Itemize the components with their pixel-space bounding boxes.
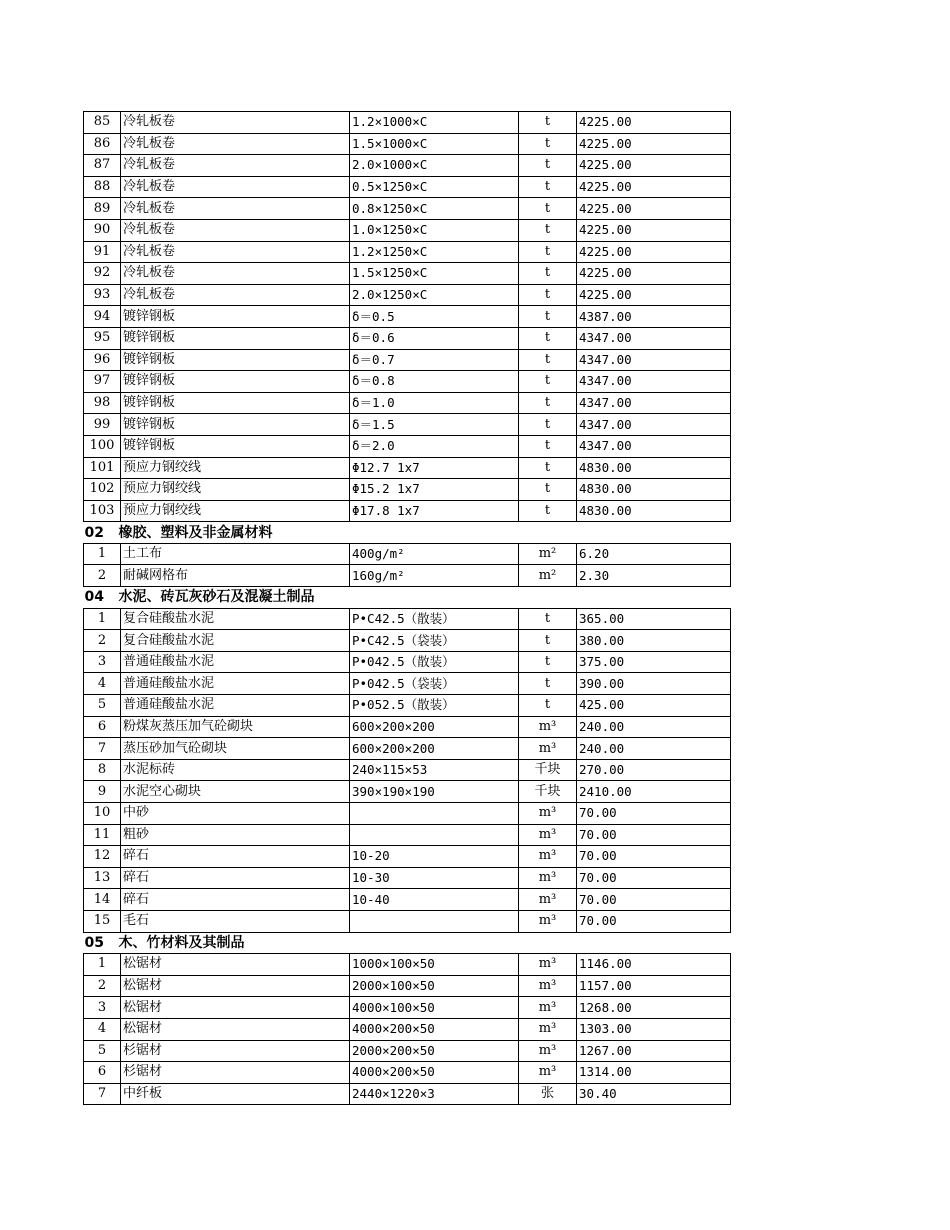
table-row (84, 414, 731, 436)
table-row (84, 284, 731, 306)
cell-unit: m² (519, 565, 577, 587)
cell-price: 1157.00 (577, 975, 731, 997)
cell-no: 13 (84, 867, 121, 889)
cell-no: 3 (84, 997, 121, 1019)
cell-name: 耐碱网格布 (121, 565, 350, 587)
cell-unit: t (519, 500, 577, 522)
cell-no: 2 (84, 565, 121, 587)
cell-spec: δ＝0.7 (350, 349, 519, 371)
cell-no: 4 (84, 673, 121, 695)
cell-price: 4347.00 (577, 435, 731, 457)
table-row (84, 651, 731, 673)
table-row (84, 155, 731, 177)
cell-price: 70.00 (577, 846, 731, 868)
cell-no: 92 (84, 263, 121, 285)
cell-spec: 4000×100×50 (350, 997, 519, 1019)
cell-name: 中砂 (121, 803, 350, 825)
cell-no: 103 (84, 500, 121, 522)
cell-name: 普通硅酸盐水泥 (121, 695, 350, 717)
cell-price: 4347.00 (577, 327, 731, 349)
cell-unit: t (519, 241, 577, 263)
cell-spec: δ＝0.5 (350, 306, 519, 328)
cell-spec: 1.2×1250×C (350, 241, 519, 263)
cell-price: 4225.00 (577, 176, 731, 198)
cell-name: 蒸压砂加气砼砌块 (121, 738, 350, 760)
cell-name: 镀锌钢板 (121, 306, 350, 328)
cell-name: 杉锯材 (121, 1062, 350, 1084)
cell-price: 4225.00 (577, 133, 731, 155)
cell-name: 水泥空心砌块 (121, 781, 350, 803)
table-row (84, 198, 731, 220)
cell-name: 普通硅酸盐水泥 (121, 651, 350, 673)
cell-unit: 张 (519, 1083, 577, 1105)
cell-no: 9 (84, 781, 121, 803)
cell-no: 12 (84, 846, 121, 868)
cell-price: 390.00 (577, 673, 731, 695)
cell-unit: m³ (519, 1018, 577, 1040)
cell-no: 15 (84, 910, 121, 932)
table-row (84, 695, 731, 717)
cell-spec: 10-20 (350, 846, 519, 868)
cell-spec: 0.5×1250×C (350, 176, 519, 198)
cell-spec: 1.0×1250×C (350, 219, 519, 241)
cell-no: 1 (84, 608, 121, 630)
section-title: 水泥、砖瓦灰砂石及混凝土制品 (118, 589, 315, 606)
cell-price: 1267.00 (577, 1040, 731, 1062)
table-row (84, 263, 731, 285)
table-row (84, 673, 731, 695)
cell-no: 88 (84, 176, 121, 198)
cell-unit: t (519, 457, 577, 479)
cell-spec: 0.8×1250×C (350, 198, 519, 220)
cell-name: 粗砂 (121, 824, 350, 846)
cell-spec: 1000×100×50 (350, 954, 519, 976)
section-header-cell (84, 587, 731, 609)
cell-no: 1 (84, 543, 121, 565)
table-row (84, 371, 731, 393)
cell-unit: m³ (519, 867, 577, 889)
cell-price: 375.00 (577, 651, 731, 673)
cell-unit: t (519, 630, 577, 652)
cell-name: 镀锌钢板 (121, 327, 350, 349)
cell-no: 10 (84, 803, 121, 825)
material-price-table (83, 111, 731, 1105)
cell-no: 86 (84, 133, 121, 155)
cell-name: 预应力钢绞线 (121, 500, 350, 522)
cell-name: 冷轧板卷 (121, 133, 350, 155)
section-code: 02 (84, 524, 104, 541)
cell-unit: m³ (519, 1040, 577, 1062)
cell-no: 96 (84, 349, 121, 371)
cell-unit: m³ (519, 910, 577, 932)
cell-spec (350, 824, 519, 846)
cell-name: 镀锌钢板 (121, 349, 350, 371)
table-row (84, 867, 731, 889)
cell-price: 4225.00 (577, 219, 731, 241)
cell-spec: 4000×200×50 (350, 1018, 519, 1040)
table-row (84, 133, 731, 155)
cell-unit: m³ (519, 954, 577, 976)
cell-no: 1 (84, 954, 121, 976)
cell-unit: t (519, 479, 577, 501)
section-header-row (84, 932, 731, 954)
cell-unit: m³ (519, 803, 577, 825)
cell-price: 30.40 (577, 1083, 731, 1105)
cell-unit: t (519, 608, 577, 630)
cell-price: 4225.00 (577, 198, 731, 220)
cell-price: 70.00 (577, 867, 731, 889)
table-row (84, 392, 731, 414)
cell-unit: t (519, 112, 577, 134)
cell-price: 425.00 (577, 695, 731, 717)
cell-price: 380.00 (577, 630, 731, 652)
cell-no: 95 (84, 327, 121, 349)
cell-name: 碎石 (121, 846, 350, 868)
cell-unit: t (519, 349, 577, 371)
cell-name: 碎石 (121, 867, 350, 889)
cell-unit: t (519, 414, 577, 436)
cell-price: 1268.00 (577, 997, 731, 1019)
cell-spec: 4000×200×50 (350, 1062, 519, 1084)
cell-no: 93 (84, 284, 121, 306)
cell-no: 6 (84, 716, 121, 738)
section-code: 04 (84, 589, 104, 606)
cell-price: 1146.00 (577, 954, 731, 976)
cell-name: 镀锌钢板 (121, 414, 350, 436)
cell-spec: δ＝0.8 (350, 371, 519, 393)
cell-price: 4387.00 (577, 306, 731, 328)
section-header-row (84, 522, 731, 544)
cell-price: 270.00 (577, 759, 731, 781)
cell-price: 4347.00 (577, 371, 731, 393)
cell-no: 5 (84, 1040, 121, 1062)
cell-no: 100 (84, 435, 121, 457)
cell-unit: t (519, 435, 577, 457)
cell-unit: m³ (519, 716, 577, 738)
cell-unit: m³ (519, 738, 577, 760)
cell-no: 7 (84, 738, 121, 760)
cell-spec: 400g/m² (350, 543, 519, 565)
table-row (84, 1040, 731, 1062)
cell-name: 土工布 (121, 543, 350, 565)
cell-price: 240.00 (577, 738, 731, 760)
cell-price: 1303.00 (577, 1018, 731, 1040)
cell-no: 11 (84, 824, 121, 846)
cell-price: 4830.00 (577, 457, 731, 479)
cell-spec: P•042.5（散装） (350, 651, 519, 673)
table-row (84, 608, 731, 630)
table-row (84, 889, 731, 911)
table-row (84, 500, 731, 522)
cell-no: 7 (84, 1083, 121, 1105)
cell-no: 3 (84, 651, 121, 673)
cell-no: 102 (84, 479, 121, 501)
table-row (84, 349, 731, 371)
cell-spec: 2440×1220×3 (350, 1083, 519, 1105)
cell-spec: 1.5×1250×C (350, 263, 519, 285)
table-row (84, 435, 731, 457)
table-row (84, 975, 731, 997)
cell-unit: t (519, 392, 577, 414)
cell-no: 99 (84, 414, 121, 436)
table-row (84, 176, 731, 198)
cell-unit: m² (519, 543, 577, 565)
table-row (84, 112, 731, 134)
cell-unit: m³ (519, 824, 577, 846)
cell-spec: P•052.5（散装） (350, 695, 519, 717)
cell-name: 普通硅酸盐水泥 (121, 673, 350, 695)
cell-name: 松锯材 (121, 997, 350, 1019)
table-row (84, 457, 731, 479)
cell-price: 4225.00 (577, 263, 731, 285)
cell-name: 镀锌钢板 (121, 371, 350, 393)
cell-spec: Φ17.8 1x7 (350, 500, 519, 522)
cell-name: 杉锯材 (121, 1040, 350, 1062)
cell-spec: 2.0×1250×C (350, 284, 519, 306)
cell-name: 冷轧板卷 (121, 198, 350, 220)
cell-price: 1314.00 (577, 1062, 731, 1084)
cell-name: 冷轧板卷 (121, 219, 350, 241)
cell-name: 松锯材 (121, 954, 350, 976)
cell-spec: δ＝1.0 (350, 392, 519, 414)
cell-spec: Φ15.2 1x7 (350, 479, 519, 501)
table-row (84, 219, 731, 241)
cell-spec: Φ12.7 1x7 (350, 457, 519, 479)
cell-name: 复合硅酸盐水泥 (121, 608, 350, 630)
cell-name: 松锯材 (121, 975, 350, 997)
price-list-sheet (83, 111, 730, 1105)
cell-unit: m³ (519, 889, 577, 911)
cell-price: 4225.00 (577, 112, 731, 134)
cell-spec: 10-40 (350, 889, 519, 911)
cell-unit: t (519, 306, 577, 328)
table-row (84, 630, 731, 652)
cell-unit: t (519, 284, 577, 306)
cell-spec: δ＝0.6 (350, 327, 519, 349)
cell-spec: 160g/m² (350, 565, 519, 587)
cell-unit: t (519, 673, 577, 695)
cell-spec (350, 803, 519, 825)
table-row (84, 565, 731, 587)
cell-unit: t (519, 133, 577, 155)
section-header-cell (84, 932, 731, 954)
cell-spec: 2000×200×50 (350, 1040, 519, 1062)
cell-price: 4225.00 (577, 241, 731, 263)
table-row (84, 1018, 731, 1040)
cell-name: 冷轧板卷 (121, 241, 350, 263)
cell-no: 85 (84, 112, 121, 134)
table-row (84, 954, 731, 976)
cell-unit: t (519, 371, 577, 393)
cell-spec: P•042.5（袋装） (350, 673, 519, 695)
cell-spec: 1.5×1000×C (350, 133, 519, 155)
cell-unit: t (519, 263, 577, 285)
table-row (84, 327, 731, 349)
cell-unit: t (519, 198, 577, 220)
section-code: 05 (84, 934, 104, 951)
cell-name: 镀锌钢板 (121, 435, 350, 457)
table-row (84, 241, 731, 263)
cell-spec: P•C42.5（袋装） (350, 630, 519, 652)
cell-unit: t (519, 695, 577, 717)
cell-price: 365.00 (577, 608, 731, 630)
cell-no: 87 (84, 155, 121, 177)
table-row (84, 479, 731, 501)
cell-spec: 240×115×53 (350, 759, 519, 781)
cell-no: 8 (84, 759, 121, 781)
table-row (84, 543, 731, 565)
cell-name: 毛石 (121, 910, 350, 932)
cell-name: 冷轧板卷 (121, 176, 350, 198)
cell-no: 4 (84, 1018, 121, 1040)
cell-no: 98 (84, 392, 121, 414)
table-row (84, 846, 731, 868)
cell-name: 松锯材 (121, 1018, 350, 1040)
cell-name: 碎石 (121, 889, 350, 911)
cell-name: 中纤板 (121, 1083, 350, 1105)
cell-spec: 10-30 (350, 867, 519, 889)
table-row (84, 910, 731, 932)
cell-spec: 1.2×1000×C (350, 112, 519, 134)
cell-price: 6.20 (577, 543, 731, 565)
cell-no: 2 (84, 975, 121, 997)
cell-no: 89 (84, 198, 121, 220)
cell-spec: δ＝2.0 (350, 435, 519, 457)
cell-price: 4830.00 (577, 500, 731, 522)
cell-price: 4830.00 (577, 479, 731, 501)
cell-spec: δ＝1.5 (350, 414, 519, 436)
table-row (84, 824, 731, 846)
cell-price: 70.00 (577, 910, 731, 932)
cell-price: 4225.00 (577, 155, 731, 177)
cell-price: 70.00 (577, 803, 731, 825)
cell-price: 4347.00 (577, 414, 731, 436)
cell-no: 14 (84, 889, 121, 911)
table-row (84, 716, 731, 738)
table-row (84, 738, 731, 760)
cell-name: 预应力钢绞线 (121, 479, 350, 501)
cell-unit: t (519, 651, 577, 673)
table-row (84, 1062, 731, 1084)
cell-name: 镀锌钢板 (121, 392, 350, 414)
cell-no: 6 (84, 1062, 121, 1084)
cell-price: 70.00 (577, 889, 731, 911)
table-row (84, 781, 731, 803)
cell-price: 70.00 (577, 824, 731, 846)
table-row (84, 759, 731, 781)
cell-unit: t (519, 155, 577, 177)
cell-no: 5 (84, 695, 121, 717)
cell-price: 4225.00 (577, 284, 731, 306)
cell-name: 冷轧板卷 (121, 284, 350, 306)
cell-unit: m³ (519, 975, 577, 997)
cell-price: 240.00 (577, 716, 731, 738)
cell-no: 94 (84, 306, 121, 328)
cell-unit: t (519, 327, 577, 349)
section-header-row (84, 587, 731, 609)
cell-spec: 390×190×190 (350, 781, 519, 803)
cell-no: 91 (84, 241, 121, 263)
cell-name: 冷轧板卷 (121, 155, 350, 177)
cell-spec (350, 910, 519, 932)
cell-no: 90 (84, 219, 121, 241)
cell-name: 冷轧板卷 (121, 112, 350, 134)
cell-unit: 千块 (519, 759, 577, 781)
cell-no: 97 (84, 371, 121, 393)
cell-name: 粉煤灰蒸压加气砼砌块 (121, 716, 350, 738)
cell-price: 2.30 (577, 565, 731, 587)
section-title: 橡胶、塑料及非金属材料 (118, 524, 273, 541)
cell-unit: 千块 (519, 781, 577, 803)
cell-price: 2410.00 (577, 781, 731, 803)
cell-price: 4347.00 (577, 349, 731, 371)
cell-name: 复合硅酸盐水泥 (121, 630, 350, 652)
cell-spec: 2000×100×50 (350, 975, 519, 997)
cell-unit: t (519, 219, 577, 241)
cell-unit: m³ (519, 1062, 577, 1084)
cell-spec: 600×200×200 (350, 738, 519, 760)
cell-no: 101 (84, 457, 121, 479)
section-title: 木、竹材料及其制品 (118, 934, 245, 951)
table-row (84, 306, 731, 328)
cell-unit: m³ (519, 846, 577, 868)
cell-name: 水泥标砖 (121, 759, 350, 781)
cell-name: 预应力钢绞线 (121, 457, 350, 479)
cell-unit: m³ (519, 997, 577, 1019)
table-row (84, 1083, 731, 1105)
section-header-cell (84, 522, 731, 544)
cell-price: 4347.00 (577, 392, 731, 414)
cell-name: 冷轧板卷 (121, 263, 350, 285)
table-row (84, 803, 731, 825)
cell-spec: 600×200×200 (350, 716, 519, 738)
cell-spec: P•C42.5（散装） (350, 608, 519, 630)
cell-unit: t (519, 176, 577, 198)
table-body (84, 112, 731, 1105)
cell-spec: 2.0×1000×C (350, 155, 519, 177)
cell-no: 2 (84, 630, 121, 652)
table-row (84, 997, 731, 1019)
